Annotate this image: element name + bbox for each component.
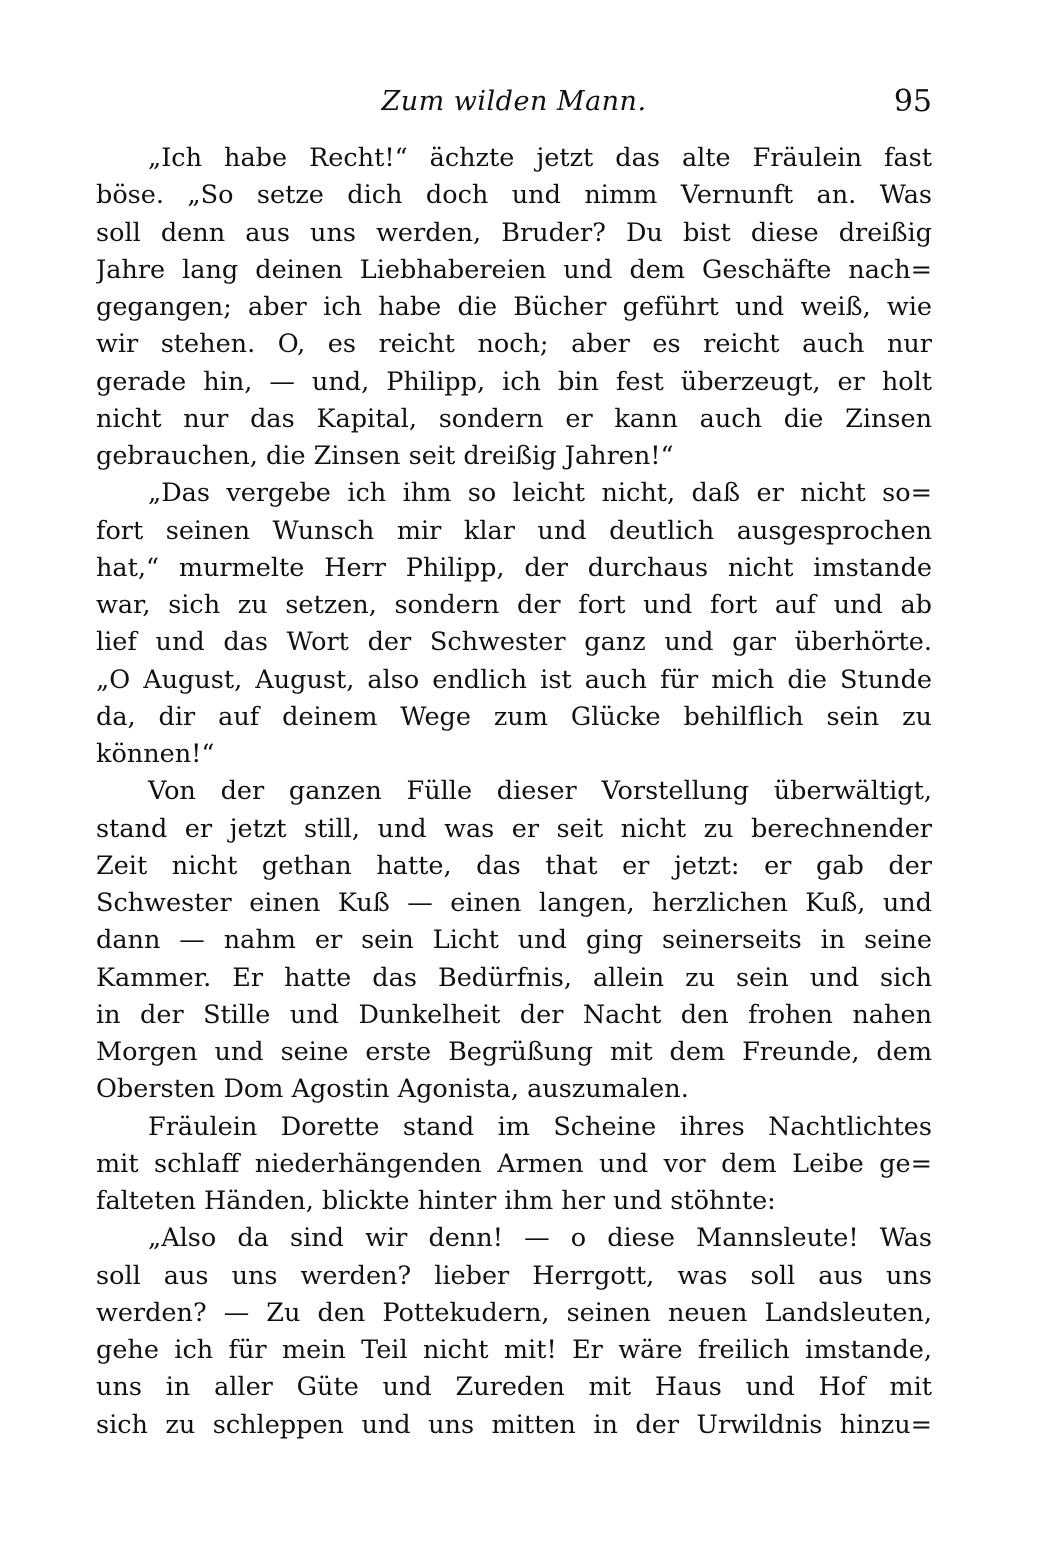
text-line: mit schlaff niederhängenden Armen und vor dem Leibe ge=: [96, 1148, 932, 1179]
text-line: hat,“ murmelte Herr Philipp, der durchaus nicht imstande: [96, 552, 932, 583]
text-line: Obersten Dom Agostin Agonista, auszumalen.: [96, 1074, 689, 1105]
text-line: lief und das Wort der Schwester ganz und gar überhörte.: [96, 627, 932, 658]
text-line: Kammer. Er hatte das Bedürfnis, allein zu sein und sich: [96, 962, 932, 993]
text-line: können!“: [96, 739, 215, 769]
text-line: dann — nahm er sein Licht und ging seinerseits in seine: [96, 925, 932, 956]
text-line: soll aus uns werden? lieber Herrgott, was soll aus uns: [96, 1260, 932, 1291]
text-line: „O August, August, also endlich ist auch für mich die Stunde: [96, 664, 932, 695]
text-line: Schwester einen Kuß — einen langen, herzlichen Kuß, und: [96, 888, 932, 918]
text-line: Von der ganzen Fülle dieser Vorstellung überwältigt,: [148, 776, 932, 807]
text-line: stand er jetzt still, und was er seit nicht zu berechnender: [96, 813, 932, 844]
text-line: uns in aller Güte und Zureden mit Haus und Hof mit: [96, 1372, 932, 1403]
running-header: [96, 80, 932, 124]
page-number: 95: [893, 84, 932, 119]
text-line: soll denn aus uns werden, Bruder? Du bist diese dreißig: [96, 217, 932, 248]
text-line: Morgen und seine erste Begrüßung mit dem Freunde, dem: [96, 1037, 932, 1067]
text-line: gehe ich für mein Teil nicht mit! Er wäre freilich imstande,: [96, 1335, 932, 1365]
text-line: falteten Händen, blickte hinter ihm her und stöhnte:: [96, 1186, 776, 1216]
text-line: nicht nur das Kapital, sondern er kann auch die Zinsen: [96, 403, 932, 434]
body-text: [96, 140, 932, 1444]
text-line: böse. „So setze dich doch und nimm Vernunft an. Was: [96, 180, 932, 211]
text-line: gegangen; aber ich habe die Bücher geführt und weiß, wie: [96, 292, 932, 322]
text-line: war, sich zu setzen, sondern der fort und fort auf und ab: [96, 590, 932, 620]
text-line: Fräulein Dorette stand im Scheine ihres Nachtlichtes: [148, 1111, 932, 1142]
text-line: Jahre lang deinen Liebhabereien und dem Geschäfte nach=: [96, 254, 932, 285]
text-line: Zeit nicht gethan hatte, das that er jetzt: er gab der: [96, 850, 932, 881]
text-line: fort seinen Wunsch mir klar und deutlich ausgesprochen: [96, 515, 932, 546]
text-line: gerade hin, — und, Philipp, ich bin fest überzeugt, er holt: [96, 366, 932, 397]
text-line: sich zu schleppen und uns mitten in der Urwildnis hinzu=: [96, 1409, 932, 1440]
text-line: „Ich habe Recht!“ ächzte jetzt das alte Fräulein fast: [148, 143, 932, 173]
text-line: in der Stille und Dunkelheit der Nacht den frohen nahen: [96, 999, 932, 1030]
text-line: wir stehen. O, es reicht noch; aber es reicht auch nur: [96, 329, 932, 360]
text-line: „Also da sind wir denn! — o diese Mannsleute! Was: [148, 1223, 932, 1254]
text-line: werden? — Zu den Pottekudern, seinen neuen Landsleuten,: [96, 1297, 932, 1328]
text-line: „Das vergebe ich ihm so leicht nicht, daß er nicht so=: [148, 478, 932, 509]
text-line: da, dir auf deinem Wege zum Glücke behilflich sein zu: [96, 701, 932, 732]
running-title: Zum wilden Mann.: [381, 86, 647, 117]
text-line: gebrauchen, die Zinsen seit dreißig Jahren!“: [96, 441, 674, 471]
